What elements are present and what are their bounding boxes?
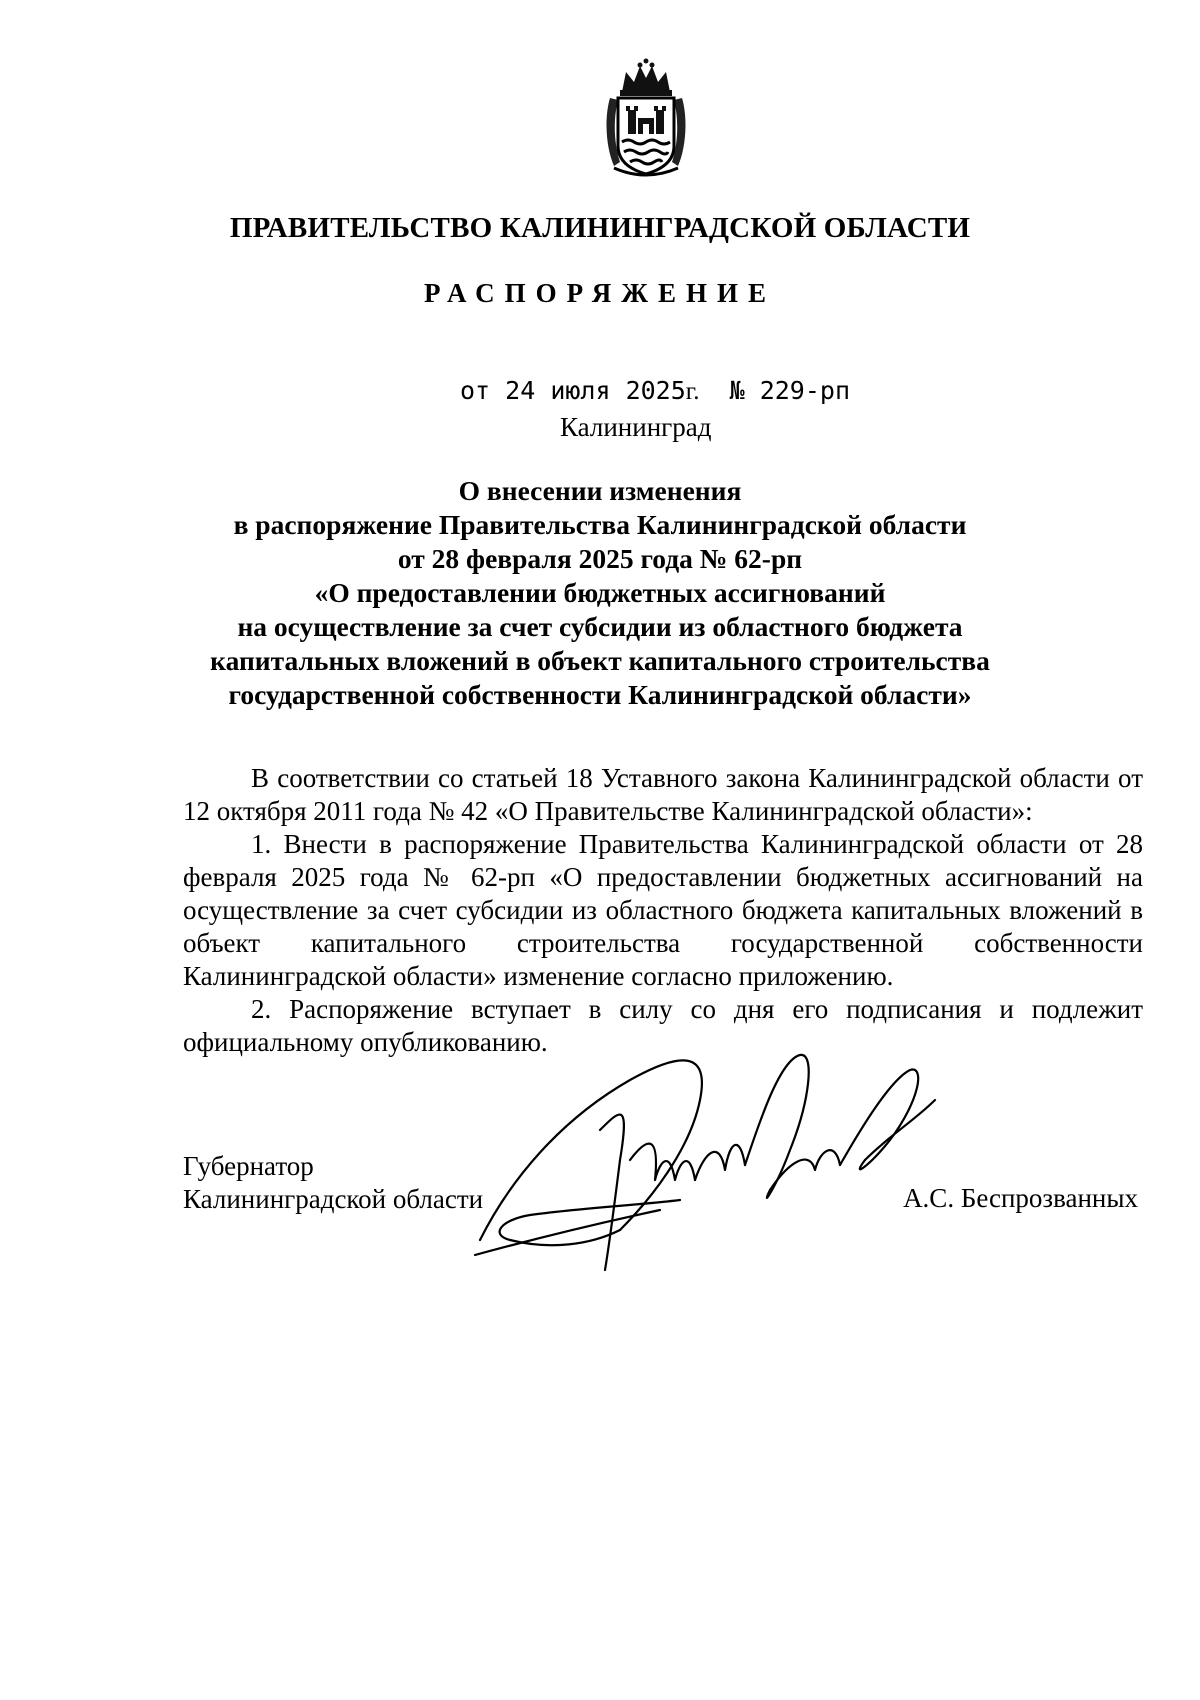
item-2-paragraph: 2. Распоряжение вступает в силу со дня его подписания и подлежит официальному опубликованию. (183, 994, 1143, 1057)
document-type: РАСПОРЯЖЕНИЕ (423, 278, 777, 308)
title-line: на осуществление за счет субсидии из областного бюджета (237, 611, 963, 642)
document-date: 24 июля 2025 (505, 376, 686, 405)
position-line-2: Калининградской области (183, 1184, 484, 1214)
organization-title: ПРАВИТЕЛЬСТВО КАЛИНИНГРАДСКОЙ ОБЛАСТИ (229, 212, 971, 244)
preamble-paragraph: В соответствии со статьей 18 Уставного закона Калининградской области от 12 октября 2011 года № 42 «О Правительстве Калининградской области»: (183, 763, 1143, 826)
title-line: «О предоставлении бюджетных ассигнований (314, 577, 886, 608)
date-number-line (460, 376, 850, 406)
city: Калининград (560, 412, 712, 442)
coat-of-arms-icon (604, 58, 688, 178)
title-line: капитальных вложений в объект капитального строительства (210, 645, 990, 676)
document-body (183, 762, 1143, 1059)
title-line: от 28 февраля 2025 года № 62-рп (397, 543, 803, 574)
document-number: № 229-рп (729, 376, 851, 405)
title-line: в распоряжение Правительства Калининградской области (233, 509, 967, 540)
item-1-paragraph: 1. Внести в распоряжение Правительства Калининградской области от 28 февраля 2025 года № 62-рп «О предоставлении бюджетных ассигнований на осуществление за счет субсидии из областного бюджета капитальных вложений в объект капитального строительства государственной собственности Калининградской области» изменение согласно приложению. (183, 829, 1143, 991)
signatory-position (183, 1150, 483, 1216)
date-prefix: от (460, 376, 491, 405)
signatory-name: А.С. Беспрозванных (903, 1183, 1138, 1213)
position-line-1: Губернатор (183, 1151, 314, 1181)
document-title (150, 474, 1050, 712)
title-line: государственной собственности Калининградской области» (228, 679, 972, 710)
year-suffix: г. (685, 378, 700, 405)
title-line: О внесении изменения (458, 475, 742, 506)
handwritten-signature (470, 1040, 940, 1280)
